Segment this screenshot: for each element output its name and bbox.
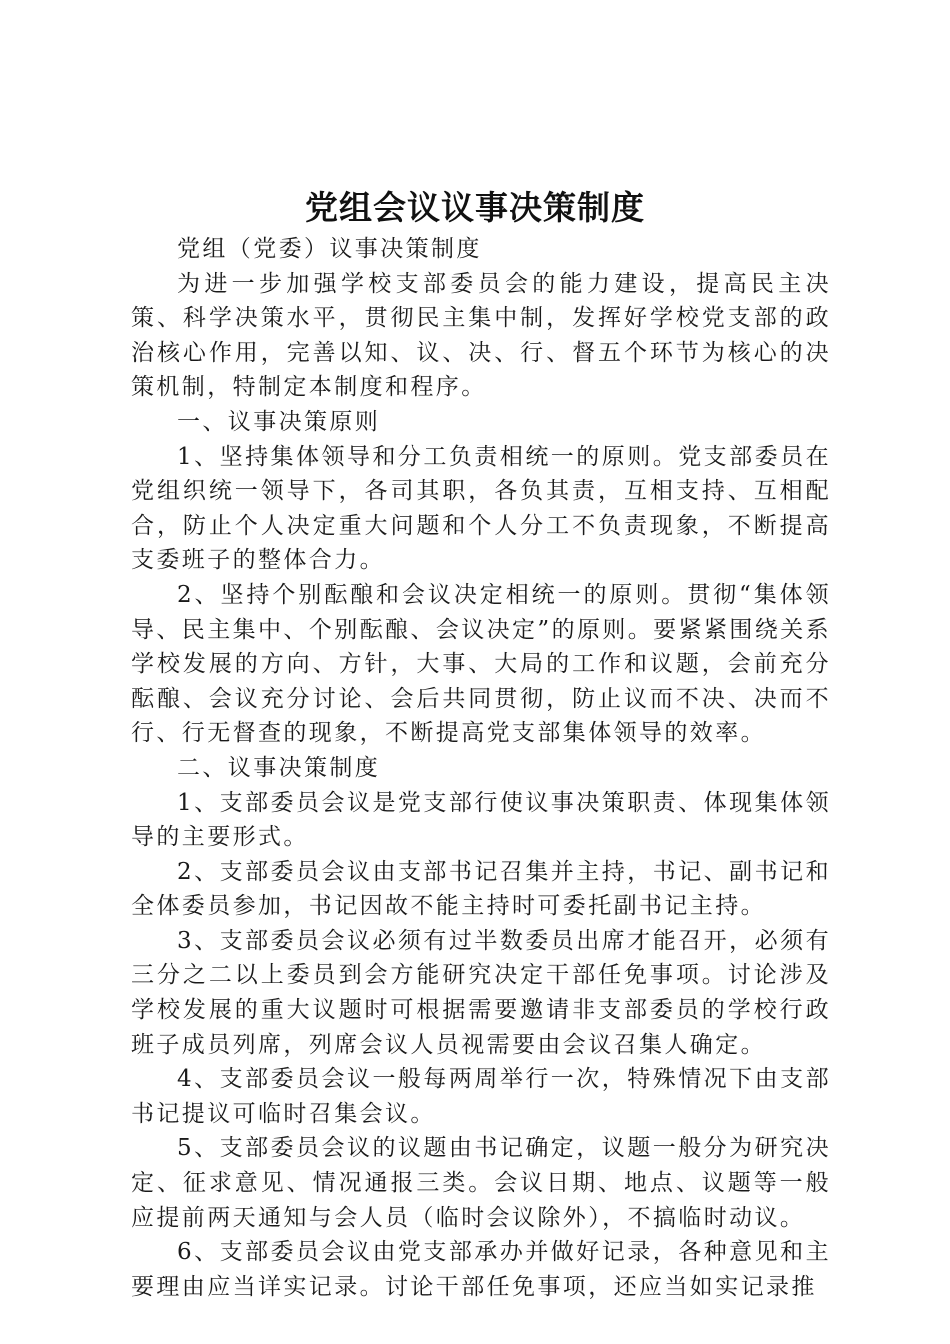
paragraph-principle-2: 2、坚持个别酝酿和会议决定相统一的原则。贯彻“集体领导、民主集中、个别酝酿、会议决定”的原则。要紧紧围绕关系学校发展的方向、方针，大事、大局的工作和议题，会前充分酝酿、会议充分讨论、会后共同贯彻，防止议而不决、决而不行、行无督查的现象，不断提高党支部集体领导的效率。 <box>131 581 831 747</box>
paragraph-preamble: 为进一步加强学校支部委员会的能力建设，提高民主决策、科学决策水平，贯彻民主集中制，发挥好学校党支部的政治核心作用，完善以知、议、决、行、督五个环节为核心的决策机制，特制定本制度和程序。 <box>131 270 831 401</box>
paragraph-system-4: 4、支部委员会议一般每两周举行一次，特殊情况下由支部书记提议可临时召集会议。 <box>131 1066 831 1127</box>
section-heading-system: 二、议事决策制度 <box>177 754 381 781</box>
paragraph-system-6: 6、支部委员会议由党支部承办并做好记录，各种意见和主要理由应当详实记录。讨论干部任免事项，还应当如实记录推 <box>131 1239 831 1300</box>
paragraph-principle-1: 1、坚持集体领导和分工负责相统一的原则。党支部委员在党组织统一领导下，各司其职，各负其责，互相支持、互相配合，防止个人决定重大问题和个人分工不负责现象，不断提高支委班子的整体合力。 <box>131 443 831 574</box>
paragraph-system-2: 2、支部委员会议由支部书记召集并主持，书记、副书记和全体委员参加，书记因故不能主持时可委托副书记主持。 <box>131 858 831 920</box>
paragraph-system-1: 1、支部委员会议是党支部行使议事决策职责、体现集体领导的主要形式。 <box>131 789 831 851</box>
document-body <box>131 232 831 1304</box>
document-title: 党组会议议事决策制度 <box>305 188 645 227</box>
paragraph-subtitle: 党组（党委）议事决策制度 <box>177 236 482 262</box>
section-heading-principles: 一、议事决策原则 <box>177 408 381 435</box>
paragraph-system-3: 3、支部委员会议必须有过半数委员出席才能召开，必须有三分之二以上委员到会方能研究决定干部任免事项。讨论涉及学校发展的重大议题时可根据需要邀请非支部委员的学校行政班子成员列席，列席会议人员视需要由会议召集人确定。 <box>131 927 831 1058</box>
paragraph-system-5: 5、支部委员会议的议题由书记确定，议题一般分为研究决定、征求意见、情况通报三类。会议日期、地点、议题等一般应提前两天通知与会人员（临时会议除外），不搞临时动议。 <box>131 1135 831 1231</box>
